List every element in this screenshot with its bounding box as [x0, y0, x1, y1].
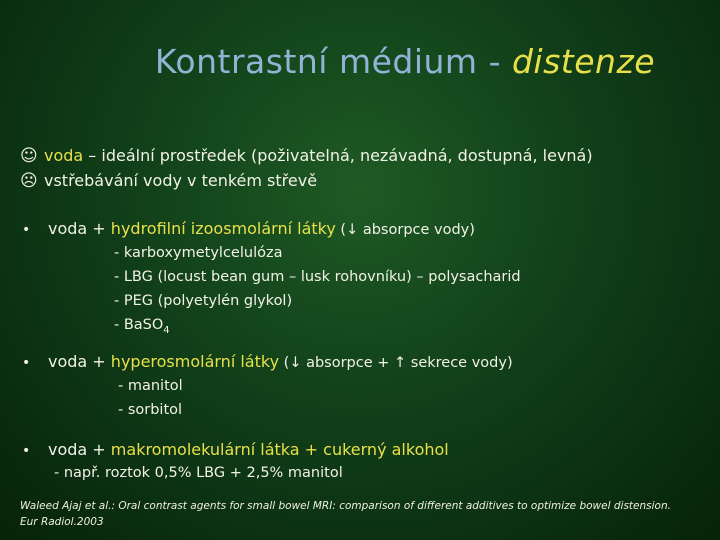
list-item	[114, 317, 170, 336]
baso-text: - BaSO	[114, 317, 164, 333]
group3-highlight: makromolekulární látka + cukerný alkohol	[110, 440, 449, 459]
bullet-icon: •	[22, 222, 31, 238]
group1-heading	[22, 219, 475, 238]
smiley-icon: ☺	[20, 146, 38, 166]
list-item: - karboxymetylcelulóza	[114, 245, 283, 261]
group3-prefix: voda +	[48, 440, 111, 459]
list-item: - LBG (locust bean gum – lusk rohovníku) – polysacharid	[114, 269, 521, 285]
group3-heading	[22, 440, 449, 459]
group3-sub: - např. roztok 0,5% LBG + 2,5% manitol	[54, 465, 343, 481]
bullet-icon: •	[22, 355, 31, 371]
slide-title	[0, 42, 720, 81]
baso-subscript: 4	[163, 324, 170, 336]
group1-highlight: hydrofilní izoosmolární látky	[110, 219, 336, 238]
reference-line-2: Eur Radiol.2003	[20, 516, 104, 528]
group1-note: (↓ absorpce vody)	[335, 222, 475, 238]
frown-icon: ☹	[20, 171, 38, 191]
list-item: - manitol	[118, 378, 183, 394]
bullet-icon: •	[22, 443, 31, 459]
group2-highlight: hyperosmolární látky	[110, 352, 280, 371]
pros-line	[20, 146, 593, 166]
group1-prefix: voda +	[48, 219, 111, 238]
pros-word: voda	[44, 146, 84, 165]
reference-line-1: Waleed Ajaj et al.: Oral contrast agents for small bowel MRI: comparison of different additives to optimize bowel distension.	[20, 500, 671, 512]
list-item: - sorbitol	[118, 402, 183, 418]
cons-text: vstřebávání vody v tenkém střevě	[44, 171, 318, 190]
group2-note: (↓ absorpce + ↑ sekrece vody)	[279, 355, 513, 371]
pros-text: – ideální prostředek (poživatelná, nezávadná, dostupná, levná)	[83, 146, 593, 165]
reference	[20, 498, 710, 530]
title-accent: distenze	[511, 42, 656, 81]
cons-line	[20, 171, 317, 191]
group2-prefix: voda +	[48, 352, 111, 371]
group2-heading	[22, 352, 513, 371]
title-main: Kontrastní médium -	[154, 42, 512, 81]
list-item: - PEG (polyetylén glykol)	[114, 293, 293, 309]
